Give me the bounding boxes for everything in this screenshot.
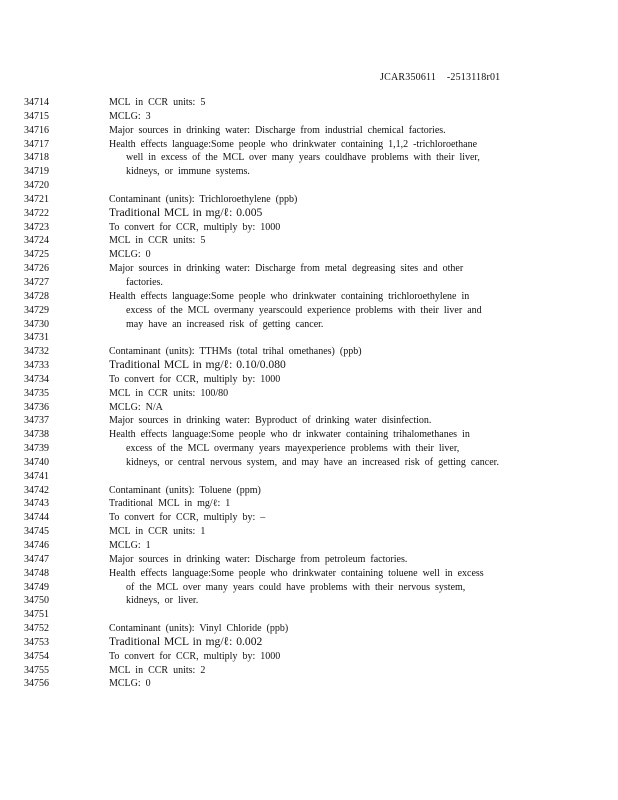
line-text: To convert for CCR, multiply by: – xyxy=(109,512,266,524)
line-text: factories. xyxy=(126,276,163,288)
line-number: 34721 xyxy=(24,193,49,205)
line-text: Major sources in drinking water: Discharge from metal degreasing sites and other xyxy=(109,263,464,275)
text-line xyxy=(0,484,618,498)
text-line xyxy=(0,318,618,332)
line-number: 34736 xyxy=(24,401,49,413)
line-number: 34723 xyxy=(24,221,49,233)
line-number: 34755 xyxy=(24,664,49,676)
text-line xyxy=(0,262,618,276)
line-text: Health effects language:Some people who drinkwater containing toluene well in excess xyxy=(109,567,484,579)
text-line xyxy=(0,401,618,415)
line-number: 34751 xyxy=(24,609,49,621)
line-text: Contaminant (units): Toluene (ppm) xyxy=(109,484,261,496)
line-number: 34748 xyxy=(24,567,49,579)
line-text: MCLG: 3 xyxy=(109,110,151,122)
text-line xyxy=(0,622,618,636)
line-number: 34720 xyxy=(24,180,49,192)
line-number: 34730 xyxy=(24,318,49,330)
line-text: MCL in CCR units: 2 xyxy=(109,664,206,676)
text-line xyxy=(0,456,618,470)
line-text: MCLG: N/A xyxy=(109,401,163,413)
line-text: excess of the MCL overmany yearscould experience problems with their liver and xyxy=(126,304,482,316)
line-number: 34717 xyxy=(24,138,49,150)
line-number: 34742 xyxy=(24,484,49,496)
text-line xyxy=(0,594,618,608)
text-line xyxy=(0,359,618,373)
text-line xyxy=(0,331,618,345)
text-line xyxy=(0,525,618,539)
line-text: MCL in CCR units: 100/80 xyxy=(109,387,229,399)
line-number: 34745 xyxy=(24,526,49,538)
line-text: Traditional MCL in mg/ℓ: 1 xyxy=(109,498,231,510)
text-line xyxy=(0,511,618,525)
text-line xyxy=(0,608,618,622)
line-text: MCLG: 0 xyxy=(109,678,151,690)
line-text: kidneys, or liver. xyxy=(126,595,199,607)
line-text: To convert for CCR, multiply by: 1000 xyxy=(109,373,281,385)
text-line xyxy=(0,138,618,152)
text-line xyxy=(0,124,618,138)
line-number: 34752 xyxy=(24,623,49,635)
line-number: 34754 xyxy=(24,650,49,662)
line-number: 34734 xyxy=(24,373,49,385)
line-number: 34756 xyxy=(24,678,49,690)
line-number: 34739 xyxy=(24,443,49,455)
line-number: 34744 xyxy=(24,512,49,524)
text-line xyxy=(0,373,618,387)
line-text: kidneys, or central nervous system, and may have an increased risk of getting cancer. xyxy=(126,456,499,468)
line-number: 34743 xyxy=(24,498,49,510)
line-text: Traditional MCL in mg/ℓ: 0.002 xyxy=(109,634,263,648)
line-text: Traditional MCL in mg/ℓ: 0.005 xyxy=(109,205,263,219)
text-line xyxy=(0,636,618,650)
line-number: 34732 xyxy=(24,346,49,358)
line-text: To convert for CCR, multiply by: 1000 xyxy=(109,650,281,662)
line-number: 34741 xyxy=(24,470,49,482)
line-number: 34715 xyxy=(24,110,49,122)
line-number: 34747 xyxy=(24,553,49,565)
line-number: 34733 xyxy=(24,360,49,372)
text-line xyxy=(0,207,618,221)
numbered-text-body xyxy=(0,96,618,691)
text-line xyxy=(0,151,618,165)
line-number: 34735 xyxy=(24,387,49,399)
line-number: 34725 xyxy=(24,249,49,261)
text-line xyxy=(0,193,618,207)
text-line xyxy=(0,567,618,581)
text-line xyxy=(0,539,618,553)
line-number: 34727 xyxy=(24,276,49,288)
line-text: Contaminant (units): Trichloroethylene (ppb) xyxy=(109,193,298,205)
line-text: excess of the MCL overmany years mayexperience problems with their liver, xyxy=(126,443,460,455)
text-line xyxy=(0,470,618,484)
line-text: Major sources in drinking water: Discharge from petroleum factories. xyxy=(109,553,408,565)
line-text: Major sources in drinking water: Byproduct of drinking water disinfection. xyxy=(109,415,432,427)
text-line xyxy=(0,248,618,262)
text-line xyxy=(0,497,618,511)
line-text: Contaminant (units): Vinyl Chloride (ppb) xyxy=(109,623,289,635)
line-number: 34749 xyxy=(24,581,49,593)
line-text: MCL in CCR units: 5 xyxy=(109,235,206,247)
text-line xyxy=(0,96,618,110)
line-number: 34753 xyxy=(24,636,49,648)
line-text: Health effects language:Some people who drinkwater containing 1,1,2 -trichloroethane xyxy=(109,138,478,150)
line-number: 34716 xyxy=(24,124,49,136)
line-number: 34719 xyxy=(24,166,49,178)
text-line xyxy=(0,428,618,442)
line-number: 34740 xyxy=(24,456,49,468)
text-line xyxy=(0,221,618,235)
line-text: To convert for CCR, multiply by: 1000 xyxy=(109,221,281,233)
line-text: of the MCL over many years could have problems with their nervous system, xyxy=(126,581,466,593)
line-number: 34729 xyxy=(24,304,49,316)
line-number: 34724 xyxy=(24,235,49,247)
text-line xyxy=(0,234,618,248)
line-text: MCLG: 1 xyxy=(109,540,151,551)
line-text: Health effects language:Some people who dr inkwater containing trihalomethanes in xyxy=(109,429,470,441)
text-line xyxy=(0,290,618,304)
text-line xyxy=(0,304,618,318)
line-text: MCL in CCR units: 1 xyxy=(109,526,206,538)
line-text: may have an increased risk of getting cancer. xyxy=(126,318,324,330)
line-number: 34738 xyxy=(24,429,49,441)
text-line xyxy=(0,414,618,428)
line-text: Health effects language:Some people who drinkwater containing trichloroethylene in xyxy=(109,290,470,302)
line-number: 34750 xyxy=(24,595,49,607)
text-line xyxy=(0,581,618,595)
line-number: 34718 xyxy=(24,152,49,164)
text-line xyxy=(0,276,618,290)
line-text: MCL in CCR units: 5 xyxy=(109,97,206,108)
line-number: 34726 xyxy=(24,263,49,275)
line-number: 34746 xyxy=(24,540,49,551)
text-line xyxy=(0,664,618,678)
line-number: 34722 xyxy=(24,207,49,219)
text-line xyxy=(0,553,618,567)
line-number: 34728 xyxy=(24,290,49,302)
text-line xyxy=(0,110,618,124)
text-line xyxy=(0,677,618,691)
text-line xyxy=(0,650,618,664)
text-line xyxy=(0,345,618,359)
line-text: well in excess of the MCL over many years couldhave problems with their liver, xyxy=(126,152,480,164)
line-text: Traditional MCL in mg/ℓ: 0.10/0.080 xyxy=(109,358,286,372)
line-number: 34731 xyxy=(24,332,49,344)
document-id-header: JCAR350611 -2513118r01 xyxy=(380,72,501,83)
text-line xyxy=(0,165,618,179)
line-text: Contaminant (units): TTHMs (total trihal omethanes) (ppb) xyxy=(109,346,362,358)
line-text: MCLG: 0 xyxy=(109,249,151,261)
text-line xyxy=(0,387,618,401)
text-line xyxy=(0,179,618,193)
line-text: Major sources in drinking water: Discharge from industrial chemical factories. xyxy=(109,124,446,136)
line-text: kidneys, or immune systems. xyxy=(126,166,250,178)
text-line xyxy=(0,442,618,456)
line-number: 34737 xyxy=(24,415,49,427)
line-number: 34714 xyxy=(24,97,49,108)
